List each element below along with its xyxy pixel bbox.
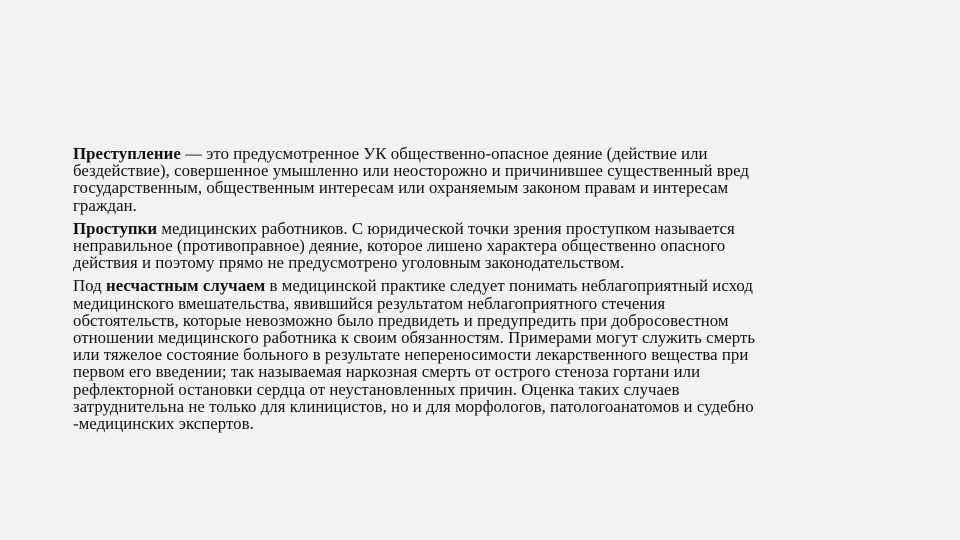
- term-accident: несчастным случаем: [105, 276, 266, 296]
- paragraph-text: — это предусмотренное УК общественно-опасное деяние (действие или бездействие), совершенное умышленно или неосторожно и причинившее существенный вред государственным, общественным интересам или охраняемым законом правам и интересам граждан.: [73, 144, 749, 215]
- paragraph-misconduct: [73, 220, 903, 272]
- text-block: [73, 145, 903, 438]
- paragraph-text: в медицинской практике следует понимать неблагоприятный исход медицинского вмешательства, явившийся результатом неблагоприятного стечения обстоятельств, которые невозможно было предвидеть и предупредить при добросовестном отношении медицинского работника к своим обязанностям. Примерами могут служить смерть или тяжелое состояние больного в результате непереносимости лекарственного вещества при первом его введении; так называемая наркозная смерть от острого стеноза гортани или рефлекторной остановки сердца от неустановленных причин. Оценка таких случаев затруднительна не только для клиницистов, но и для морфологов, патологоанатомов и судебно -медицинских экспертов.: [73, 276, 756, 434]
- paragraph-text: медицинских работников. С юридической точки зрения проступком называется неправильное (противоправное) деяние, которое лишено характера общественно опасного действия и поэтому прямо не предусмотрено уголовным законодательством.: [73, 218, 735, 273]
- paragraph-accident: [73, 277, 903, 432]
- paragraph-lead: Под: [73, 276, 106, 296]
- paragraph-crime: [73, 145, 903, 214]
- term-crime: Преступление: [73, 144, 181, 163]
- term-misconduct: Проступки: [73, 218, 158, 238]
